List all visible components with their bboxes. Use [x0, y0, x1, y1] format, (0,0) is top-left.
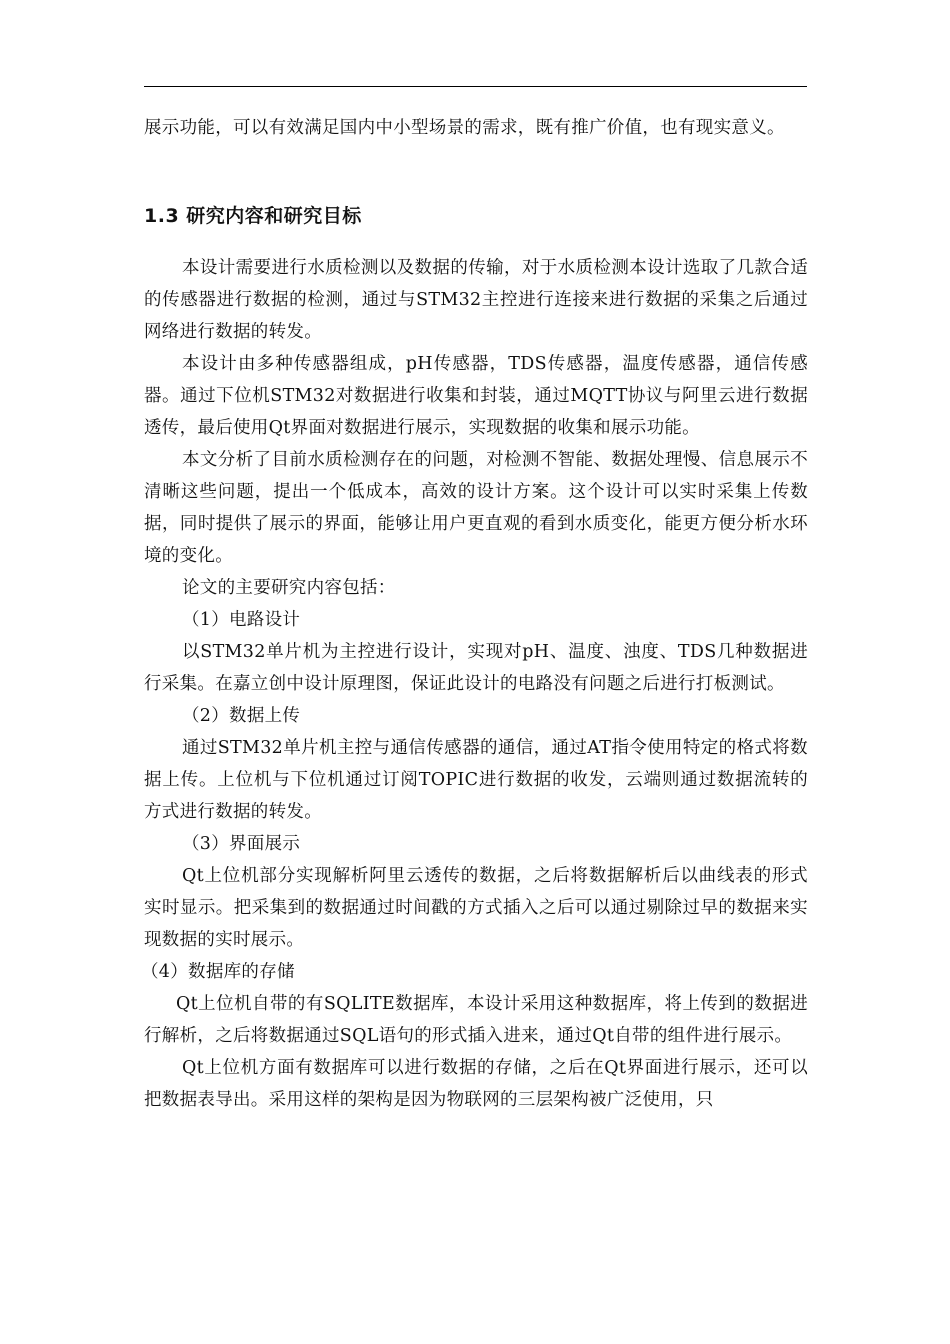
item-4-body: Qt上位机自带的有SQLITE数据库，本设计采用这种数据库，将上传到的数据进行解析，之后将数据通过SQL语句的形式插入进来，通过Qt自带的组件进行展示。 — [144, 994, 808, 1046]
item-3-title: （3）界面展示 — [182, 834, 301, 854]
item-3-body: Qt上位机部分实现解析阿里云透传的数据，之后将数据解析后以曲线表的形式实时显示。把采集到的数据通过时间戳的方式插入之后可以通过剔除过早的数据来实现数据的实时展示。 — [144, 866, 808, 950]
item-1-title: （1）电路设计 — [182, 610, 301, 630]
item-1-body: 以STM32单片机为主控进行设计，实现对pH、温度、浊度、TDS几种数据进行采集。在嘉立创中设计原理图，保证此设计的电路没有问题之后进行打板测试。 — [144, 642, 808, 694]
page-content — [141, 112, 808, 1116]
section-heading: 1.3 研究内容和研究目标 — [144, 205, 362, 227]
item-4-title: （4）数据库的存储 — [141, 962, 295, 982]
body-paragraph-4: 论文的主要研究内容包括： — [182, 578, 396, 598]
body-paragraph-1: 本设计需要进行水质检测以及数据的传输，对于水质检测本设计选取了几款合适的传感器进行数据的检测，通过与STM32主控进行连接来进行数据的采集之后通过网络进行数据的转发。 — [144, 258, 808, 342]
body-paragraph-2: 本设计由多种传感器组成，pH传感器，TDS传感器，温度传感器，通信传感器。通过下位机STM32对数据进行收集和封装，通过MQTT协议与阿里云进行数据透传，最后使用Qt界面对数据进行展示，实现数据的收集和展示功能。 — [144, 354, 808, 438]
header-rule — [144, 86, 807, 87]
item-2-body: 通过STM32单片机主控与通信传感器的通信，通过AT指令使用特定的格式将数据上传。上位机与下位机通过订阅TOPIC进行数据的收发，云端则通过数据流转的方式进行数据的转发。 — [144, 738, 808, 822]
item-2-title: （2）数据上传 — [182, 706, 301, 726]
intro-paragraph: 展示功能，可以有效满足国内中小型场景的需求，既有推广价值，也有现实意义。 — [144, 118, 785, 138]
body-paragraph-3: 本文分析了目前水质检测存在的问题，对检测不智能、数据处理慢、信息展示不清晰这些问题，提出一个低成本，高效的设计方案。这个设计可以实时采集上传数据，同时提供了展示的界面，能够让用户更直观的看到水质变化，能更方便分析水环境的变化。 — [144, 450, 808, 566]
closing-paragraph: Qt上位机方面有数据库可以进行数据的存储，之后在Qt界面进行展示，还可以把数据表导出。采用这样的架构是因为物联网的三层架构被广泛使用，只 — [144, 1058, 808, 1110]
